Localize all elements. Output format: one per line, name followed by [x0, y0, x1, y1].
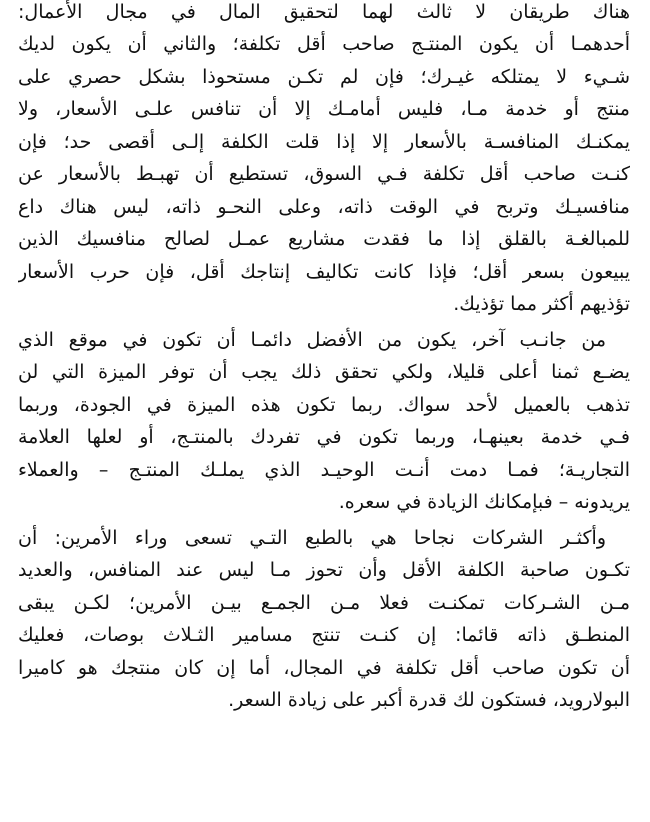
text-line: تؤذيهم أكثر مما تؤذيك. — [453, 293, 630, 315]
text-line: فـي خدمة بعينهـا، وربما تكون في تفردك بالمنتـج، أو لعلها العلامة — [18, 426, 630, 448]
paragraph-3 — [18, 522, 630, 717]
text-line: أحدهمـا أن يكون المنتـج صاحب أقل تكلفة؛ والثاني أن يكون لديك — [18, 33, 630, 55]
text-line: وأكثـر الشركات نجاحا هي بالطبع التـي تسعى وراء الأمرين: أن — [18, 526, 606, 549]
text-line: للمبالغـة بالقلق إذا ما فقدت مشاريع عمـل لصالح منافسيك الذين — [18, 228, 630, 250]
text-line: منافسيـك وتربح في الوقت ذاته، وعلى النحـو ذاته، ليس هناك داع — [18, 195, 630, 218]
paragraph-2 — [18, 324, 630, 519]
text-line: أن تكون صاحب أقل تكلفة في المجال، أما إن كان منتجك هو كاميرا — [18, 656, 630, 679]
text-line: تكـون صاحبة الكلفة الأقل وأن تحوز مـا ليس عند المنافس، والعديد — [18, 559, 630, 581]
text-line: من جانـب آخر، يكون من الأفضل دائمـا أن تكون في موقع الذي — [18, 328, 606, 351]
text-line: منتج أو خدمة مـا، فليس أمامـك إلا أن تنافس علـى الأسعار، ولا — [18, 98, 630, 120]
text-line: يبيعون بسعر أقل؛ فإذا كانت تكاليف إنتاجك أقل، فإن حرب الأسعار — [18, 260, 630, 283]
text-line: يضـع ثمنا أعلى قليلا، ولكي تحقق ذلك يجب أن توفر الميزة التي لن — [18, 361, 630, 383]
text-line: التجاريـة؛ فمـا دمت أنـت الوحيـد الذي يملـك المنتـج – والعملاء — [18, 458, 630, 481]
text-line: المنطـق ذاته قائما: إن كنـت تنتج مسامير الثـلاث بوصات، فعليك — [18, 624, 630, 646]
text-line: يمكنـك المنافسـة بالأسعار إلا إذا قلت الكلفة إلـى أقصى حد؛ فإن — [18, 130, 630, 153]
text-line: تذهب بالعميل لأحد سواك. ربما تكون هذه الميزة في الجودة، وربما — [18, 393, 630, 416]
text-line: يريدونه – فبإمكانك الزيادة في سعره. — [338, 491, 630, 513]
text-line: مـن الشـركات تمكنـت فعلا مـن الجمـع بيـن الأمرين؛ لكـن يبقى — [18, 591, 630, 614]
text-line: البولارويد، فستكون لك قدرة أكبر على زيادة السعر. — [228, 689, 630, 711]
text-line: هناك طريقان لا ثالث لهما لتحقيق المال في مجال الأعمال: — [18, 1, 630, 23]
paragraph-1 — [18, 0, 630, 321]
text-line: شـيء لا يمتلكه غيـرك؛ فإن لم تكـن مستحوذا بشكل حصري على — [18, 65, 630, 88]
text-line: كنـت صاحب أقل تكلفة فـي السوق، تستطيع أن تهبـط بالأسعار عن — [18, 163, 630, 185]
